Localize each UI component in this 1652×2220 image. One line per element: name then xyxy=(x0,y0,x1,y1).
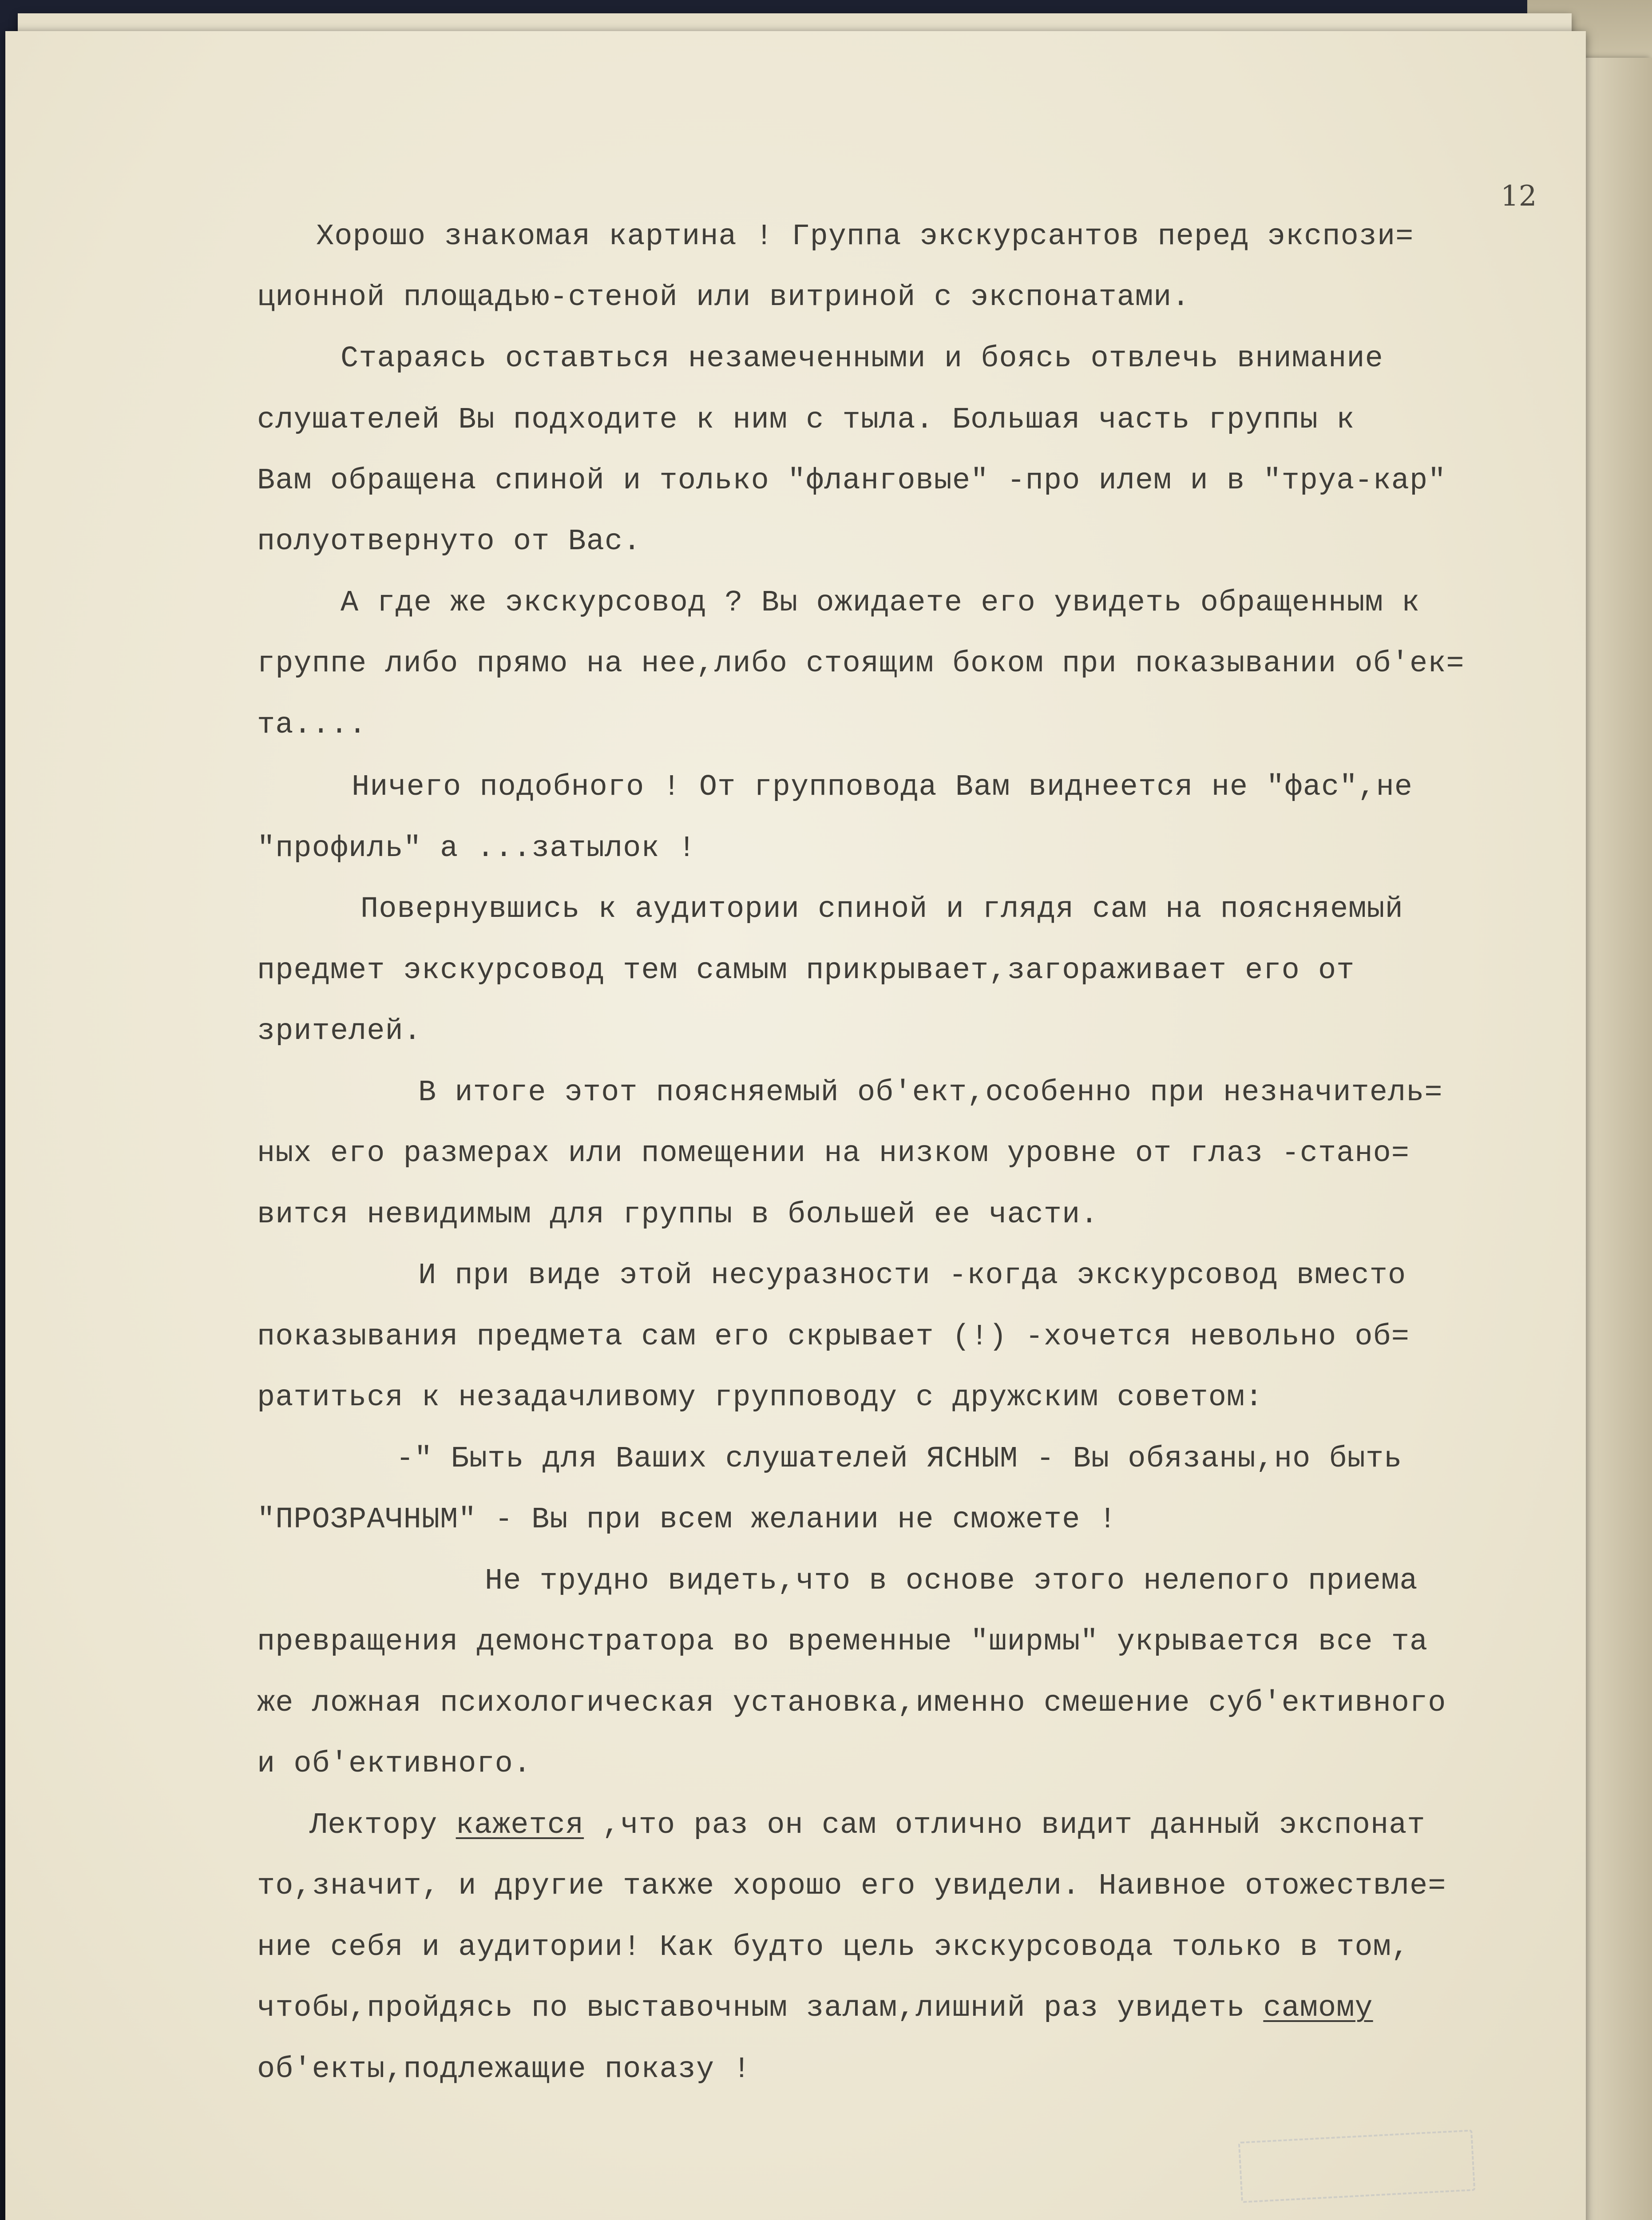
underlined-word: самому xyxy=(1263,1991,1373,2025)
text-line: превращения демонстратора во временные "ширмы" укрывается все та xyxy=(257,1625,1428,1659)
text-line: об'екты,подлежащие показу ! xyxy=(257,2053,751,2086)
text-line: же ложная психологическая установка,именно смешение суб'ективного xyxy=(257,1686,1446,1720)
text-fragment: чтобы,пройдясь по выставочным залам,лишний раз увидеть xyxy=(257,1991,1245,2025)
text-line: и об'ективного. xyxy=(257,1747,532,1781)
text-line: полуотвернуто от Вас. xyxy=(257,525,642,559)
text-line: Хорошо знакомая картина ! Группа экскурсантов перед экспози= xyxy=(316,220,1414,254)
text-line: В итоге этот поясняемый об'ект,особенно при незначитель= xyxy=(418,1076,1443,1110)
text-line: Стараясь оставться незамеченными и боясь отвлечь внимание xyxy=(341,342,1383,376)
text-line: зрителей. xyxy=(257,1015,422,1048)
text-line: А где же экскурсовод ? Вы ожидаете его увидеть обращенным к xyxy=(341,586,1420,620)
text-line: "профиль" а ...затылок ! xyxy=(257,832,696,865)
text-line-composite xyxy=(309,1808,1426,1842)
text-line: Вам обращена спиной и только "фланговые" -про илем и в "труа-кар" xyxy=(257,464,1446,498)
text-line: Не трудно видеть,что в основе этого нелепого приема xyxy=(485,1564,1418,1598)
text-line: предмет экскурсовод тем самым прикрывает,загораживает его от xyxy=(257,954,1355,987)
text-line: группе либо прямо на нее,либо стоящим боком при показывании об'ек= xyxy=(257,647,1465,681)
text-line: "ПРОЗРАЧНЫМ" - Вы при всем желании не сможете ! xyxy=(257,1503,1117,1537)
faded-stamp xyxy=(1238,2129,1475,2203)
underlined-word: кажется xyxy=(456,1808,584,1842)
text-line-composite xyxy=(257,1991,1373,2025)
text-line: то,значит, и другие также хорошо его увидели. Наивное отожествле= xyxy=(257,1869,1446,1903)
text-line: -" Быть для Ваших слушателей ЯСНЫМ - Вы обязаны,но быть xyxy=(396,1442,1402,1476)
text-line: ционной площадью-стеной или витриной с экспонатами. xyxy=(257,281,1190,314)
text-fragment: Лектору xyxy=(309,1808,438,1842)
typewritten-page xyxy=(5,31,1586,2220)
text-line: вится невидимым для группы в большей ее части. xyxy=(257,1198,1099,1232)
text-line: слушателей Вы подходите к ним с тыла. Большая часть группы к xyxy=(257,403,1355,437)
text-line: ратиться к незадачливому групповоду с дружским советом: xyxy=(257,1381,1264,1415)
text-line: ние себя и аудитории! Как будто цель экскурсовода только в том, xyxy=(257,1931,1410,1964)
text-line: Ничего подобного ! От групповода Вам виднеется не "фас",не xyxy=(352,770,1413,804)
text-line: Повернувшись к аудитории спиной и глядя сам на поясняемый xyxy=(361,892,1403,926)
text-line: ных его размерах или помещении на низком уровне от глаз -стано= xyxy=(257,1137,1410,1170)
text-line: И при виде этой несуразности -когда экскурсовод вместо xyxy=(418,1259,1406,1292)
text-fragment: ,что раз он сам отлично видит данный экспонат xyxy=(602,1808,1426,1842)
text-line: показывания предмета сам его скрывает (!) -хочется невольно об= xyxy=(257,1320,1410,1354)
text-line: та.... xyxy=(257,708,367,742)
page-number: 12 xyxy=(1501,180,1537,213)
